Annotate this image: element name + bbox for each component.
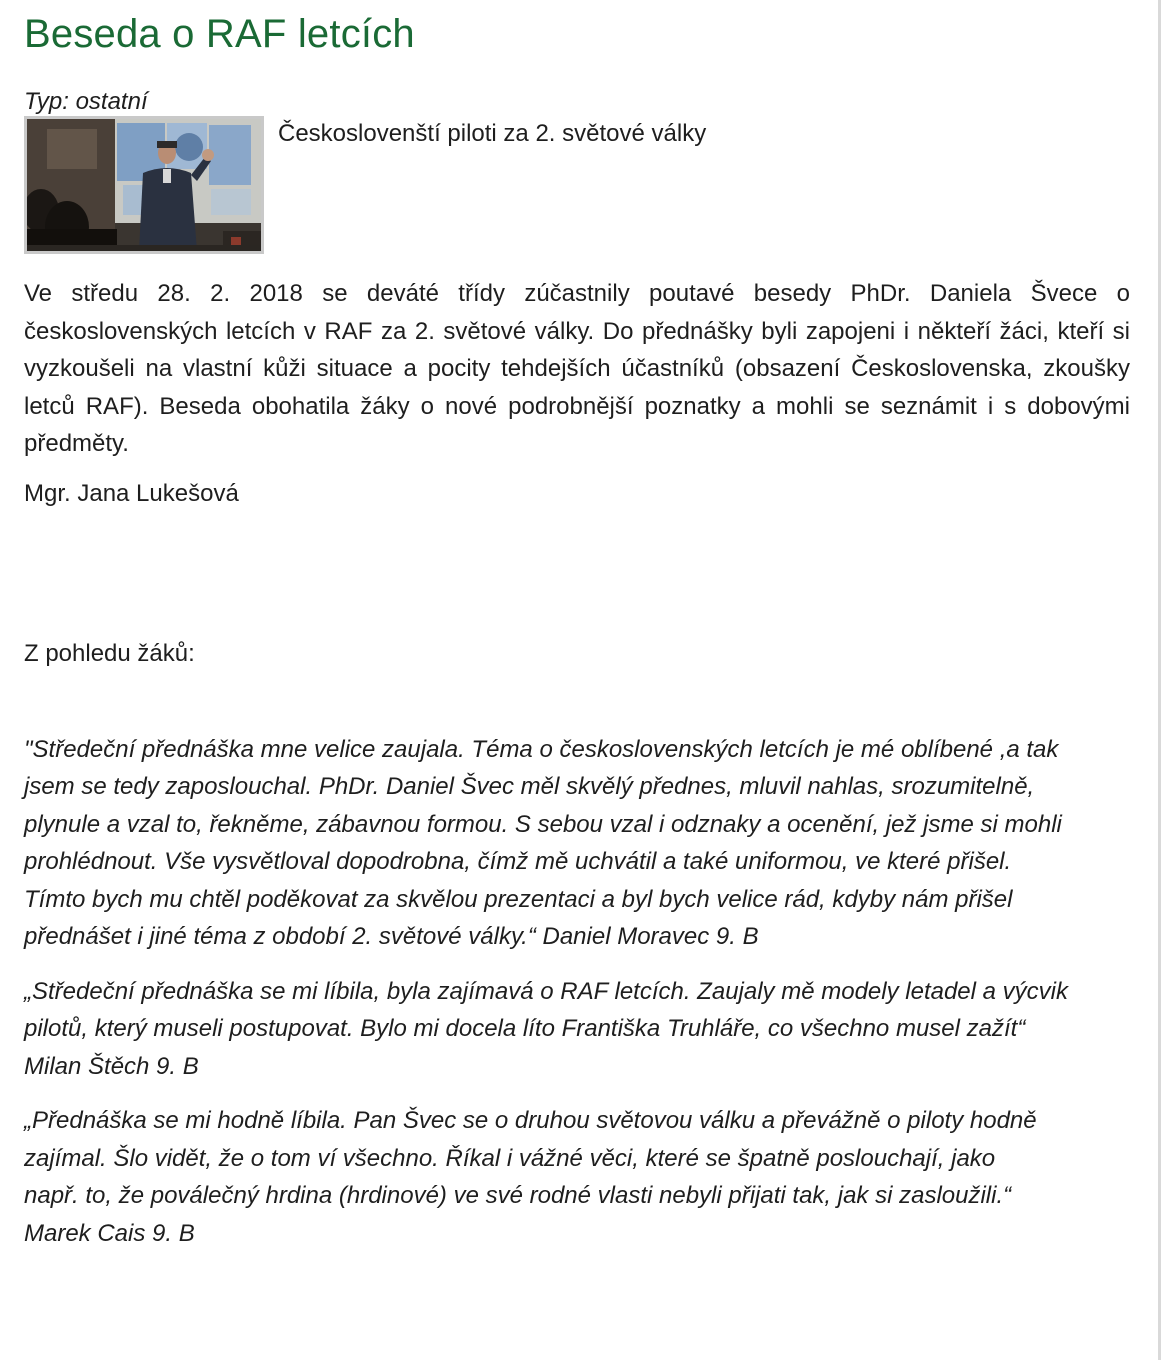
article: [24, 0, 1130, 1269]
quote-line: přednášet i jiné téma z období 2. světové války.“ Daniel Moravec 9. B: [24, 923, 759, 950]
quote-line: Marek Cais 9. B: [24, 1219, 195, 1247]
quote-line: „Přednáška se mi hodně líbila. Pan Švec se o druhou světovou válku a převážně o piloty hodně: [24, 1107, 1037, 1134]
quote-line: "Středeční přednáška mne velice zaujala. Téma o československých letcích je mé oblíbené ,a tak: [24, 735, 1059, 763]
photo-caption: Českoslovenští piloti za 2. světové války: [278, 120, 707, 147]
lecturer-photo-image: [27, 119, 261, 251]
student-quote: [24, 973, 1130, 1086]
quote-line: „Středeční přednáška se mi líbila, byla zajímavá o RAF letcích. Zaujaly mě modely letadel a výcvik: [24, 977, 1068, 1005]
students-heading: Z pohledu žáků:: [24, 639, 195, 667]
quote-line: Milan Štěch 9. B: [24, 1052, 199, 1080]
quote-line: plynule a vzal to, řekněme, zábavnou formou. S sebou vzal i odznaky a ocenění, jež jsme si mohli: [24, 810, 1062, 838]
quote-line: pilotů, který museli postupovat. Bylo mi docela líto Františka Truhláře, co všechno musel zažít“: [24, 1015, 1026, 1042]
quote-line: jsem se tedy zaposlouchal. PhDr. Daniel Švec měl skvělý přednes, mluvil nahlas, srozumitelně,: [24, 773, 1035, 800]
article-type: Typ: ostatní: [24, 88, 148, 115]
quote-line: zajímal. Šlo vidět, že o tom ví všechno. Říkal i vážné věci, které se špatně poslouchají, jako: [24, 1144, 996, 1172]
student-quote: [24, 731, 1130, 956]
quote-line: prohlédnout. Vše vysvětloval dopodrobna, čímž mě uchvátil a také uniformou, ve které přišel.: [24, 848, 1012, 875]
student-quote: [24, 1102, 1130, 1252]
student-quotes: [24, 731, 1130, 1253]
quote-line: Tímto bych mu chtěl poděkovat za skvělou prezentaci a byl bych velice rád, kdyby nám přišel: [24, 885, 1013, 913]
article-body: Ve středu 28. 2. 2018 se deváté třídy zúčastnily poutavé besedy PhDr. Daniela Švece o československých letcích v RAF za 2. světové války. Do přednášky byli zapojeni i někteří žáci, kteří si vyzkoušeli na vlastní kůži situace a pocity tehdejších účastníků (obsazení Československa, zkoušky letců RAF). Beseda obohatila žáky o nové podrobnější poznatky a mohli se seznámit i s dobovými předměty.: [24, 280, 1130, 457]
quote-line: např. to, že poválečný hrdina (hrdinové) ve své rodné vlasti nebyli přijati tak, jak si zasloužili.“: [24, 1182, 1012, 1209]
page-title: Beseda o RAF letcích: [24, 12, 415, 56]
article-photo[interactable]: [24, 116, 264, 254]
article-author: Mgr. Jana Lukešová: [24, 479, 239, 507]
article-intro: [24, 116, 1130, 254]
